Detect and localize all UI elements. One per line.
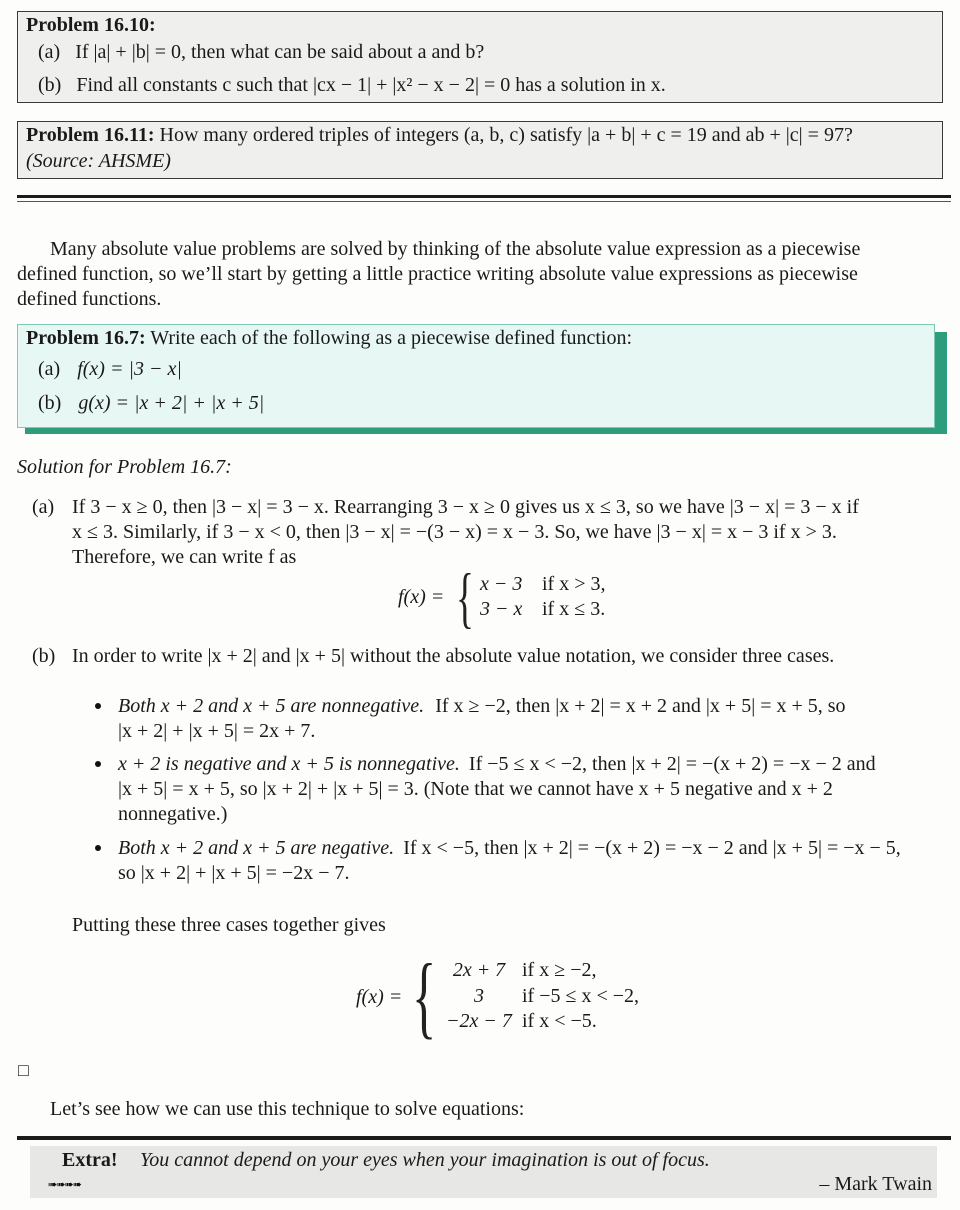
lhs-text: f(x) = xyxy=(356,986,403,1008)
piecewise-a-case-2 xyxy=(480,597,605,621)
extra-quote-text: You cannot depend on your eyes when your imagination is out of focus. xyxy=(140,1149,710,1171)
case-1-line-1 xyxy=(118,694,846,718)
case-cond: if x > 3, xyxy=(542,573,606,595)
case-expr: 2x + 7 xyxy=(452,959,506,981)
solution-a-label: (a) xyxy=(32,496,55,518)
case-expr: −2x − 7 xyxy=(446,1010,512,1032)
solution-a-line-1: If 3 − x ≥ 0, then |3 − x| = 3 − x. Rearranging 3 − x ≥ 0 gives us x ≤ 3, so we have |3 − x| = 3 − x if xyxy=(72,496,859,518)
left-brace-icon: { xyxy=(412,945,437,1047)
solution-heading-text: Solution for Problem 16.7: xyxy=(17,456,232,478)
case-cond: if x ≥ −2, xyxy=(522,959,597,981)
solution-heading xyxy=(17,455,232,479)
section-rule-thin xyxy=(17,201,951,202)
case-cond: if x ≤ 3. xyxy=(542,598,606,620)
problem-16-11-source: (Source: AHSME) xyxy=(26,150,171,172)
arrows-icon: ➠➠➠➠ xyxy=(48,1179,81,1191)
extra-attribution: – Mark Twain xyxy=(819,1173,932,1195)
qed-square-icon: □ xyxy=(18,1060,29,1080)
case-expr: 3 − x xyxy=(480,598,523,620)
part-text: g(x) = |x + 2| + |x + 5| xyxy=(78,392,265,414)
case-1-line-2: |x + 2| + |x + 5| = 2x + 7. xyxy=(118,720,316,742)
solution-b-label: (b) xyxy=(32,645,56,667)
piecewise-b-lhs xyxy=(356,985,402,1009)
piecewise-a-case-1 xyxy=(480,572,606,596)
case-text: If −5 ≤ x < −2, then |x + 2| = −(x + 2) = −x − 2 and xyxy=(468,753,876,775)
piecewise-b-case-1 xyxy=(436,958,596,982)
bullet-icon xyxy=(95,845,101,851)
case-text: If x < −5, then |x + 2| = −(x + 2) = −x − 2 and |x + 5| = −x − 5, xyxy=(403,837,901,859)
problem-16-11-line xyxy=(26,123,853,147)
problem-16-7-part-b xyxy=(38,391,264,415)
problem-16-7-part-a xyxy=(38,357,182,381)
intro-line-2: defined function, so we’ll start by getting a little practice writing absolute value expressions as piecewise xyxy=(17,263,858,285)
case-heading: x + 2 is negative and x + 5 is nonnegative. xyxy=(118,753,460,775)
solution-a-line-3: Therefore, we can write f as xyxy=(72,546,297,568)
case-cond: if x < −5. xyxy=(522,1010,597,1032)
piecewise-b-case-2 xyxy=(436,984,639,1008)
part-label: (b) xyxy=(38,392,62,414)
case-heading: Both x + 2 and x + 5 are nonnegative. xyxy=(118,695,425,717)
case-2-line-1 xyxy=(118,752,876,776)
problem-16-10-title: Problem 16.10: xyxy=(26,14,156,36)
left-brace-icon: { xyxy=(456,559,474,635)
part-label: (a) xyxy=(38,41,61,63)
part-text: If |a| + |b| = 0, then what can be said about a and b? xyxy=(75,41,485,63)
part-text: Find all constants c such that |cx − 1| + |x² − x − 2| = 0 has a solution in x. xyxy=(76,74,666,96)
together-text: Putting these three cases together gives xyxy=(72,914,386,936)
case-3-line-2: so |x + 2| + |x + 5| = −2x − 7. xyxy=(118,862,350,884)
piecewise-a-lhs xyxy=(398,585,444,609)
part-label: (a) xyxy=(38,358,61,380)
extra-label xyxy=(62,1148,118,1172)
problem-16-7-text: Write each of the following as a piecewise defined function: xyxy=(150,327,633,349)
part-text: f(x) = |3 − x| xyxy=(77,358,182,380)
problem-16-11-source-line xyxy=(26,149,171,173)
problem-16-7-title: Problem 16.7: xyxy=(26,327,146,349)
bullet-icon xyxy=(95,703,101,709)
transition-text: Let’s see how we can use this technique to solve equations: xyxy=(50,1098,525,1120)
problem-16-10-heading xyxy=(26,13,156,37)
case-3-line-1 xyxy=(118,836,901,860)
intro-line-1: Many absolute value problems are solved by thinking of the absolute value expression as a piecewise xyxy=(50,238,861,260)
solution-a-line-2: x ≤ 3. Similarly, if 3 − x < 0, then |3 − x| = −(3 − x) = x − 3. So, we have |3 − x| = x − 3 if x > 3. xyxy=(72,521,837,543)
part-label: (b) xyxy=(38,74,62,96)
extra-rule xyxy=(17,1136,951,1140)
piecewise-b-case-3 xyxy=(436,1009,597,1033)
bullet-icon xyxy=(95,761,101,767)
lhs-text: f(x) = xyxy=(398,586,445,608)
solution-b-intro: In order to write |x + 2| and |x + 5| without the absolute value notation, we consider three cases. xyxy=(72,645,835,667)
case-cond: if −5 ≤ x < −2, xyxy=(522,985,640,1007)
case-2-line-3: nonnegative.) xyxy=(118,803,228,825)
intro-line-3: defined functions. xyxy=(17,288,162,310)
case-heading: Both x + 2 and x + 5 are negative. xyxy=(118,837,395,859)
extra-label-text: Extra! xyxy=(62,1149,118,1171)
problem-16-11-title: Problem 16.11: xyxy=(26,124,155,146)
problem-16-10-part-b xyxy=(38,73,666,97)
case-expr: x − 3 xyxy=(480,573,523,595)
extra-quote xyxy=(140,1148,710,1172)
problem-16-11-text: How many ordered triples of integers (a, b, c) satisfy |a + b| + c = 19 and ab + |c| = 97? xyxy=(159,124,853,146)
case-text: If x ≥ −2, then |x + 2| = x + 2 and |x + 5| = x + 5, so xyxy=(435,695,846,717)
case-expr: 3 xyxy=(474,985,484,1007)
problem-16-7-heading xyxy=(26,326,632,350)
case-2-line-2: |x + 5| = x + 5, so |x + 2| + |x + 5| = 3. (Note that we cannot have x + 5 negative and x + 2 xyxy=(118,778,833,800)
section-rule-thick xyxy=(17,195,951,198)
problem-16-10-part-a xyxy=(38,40,484,64)
